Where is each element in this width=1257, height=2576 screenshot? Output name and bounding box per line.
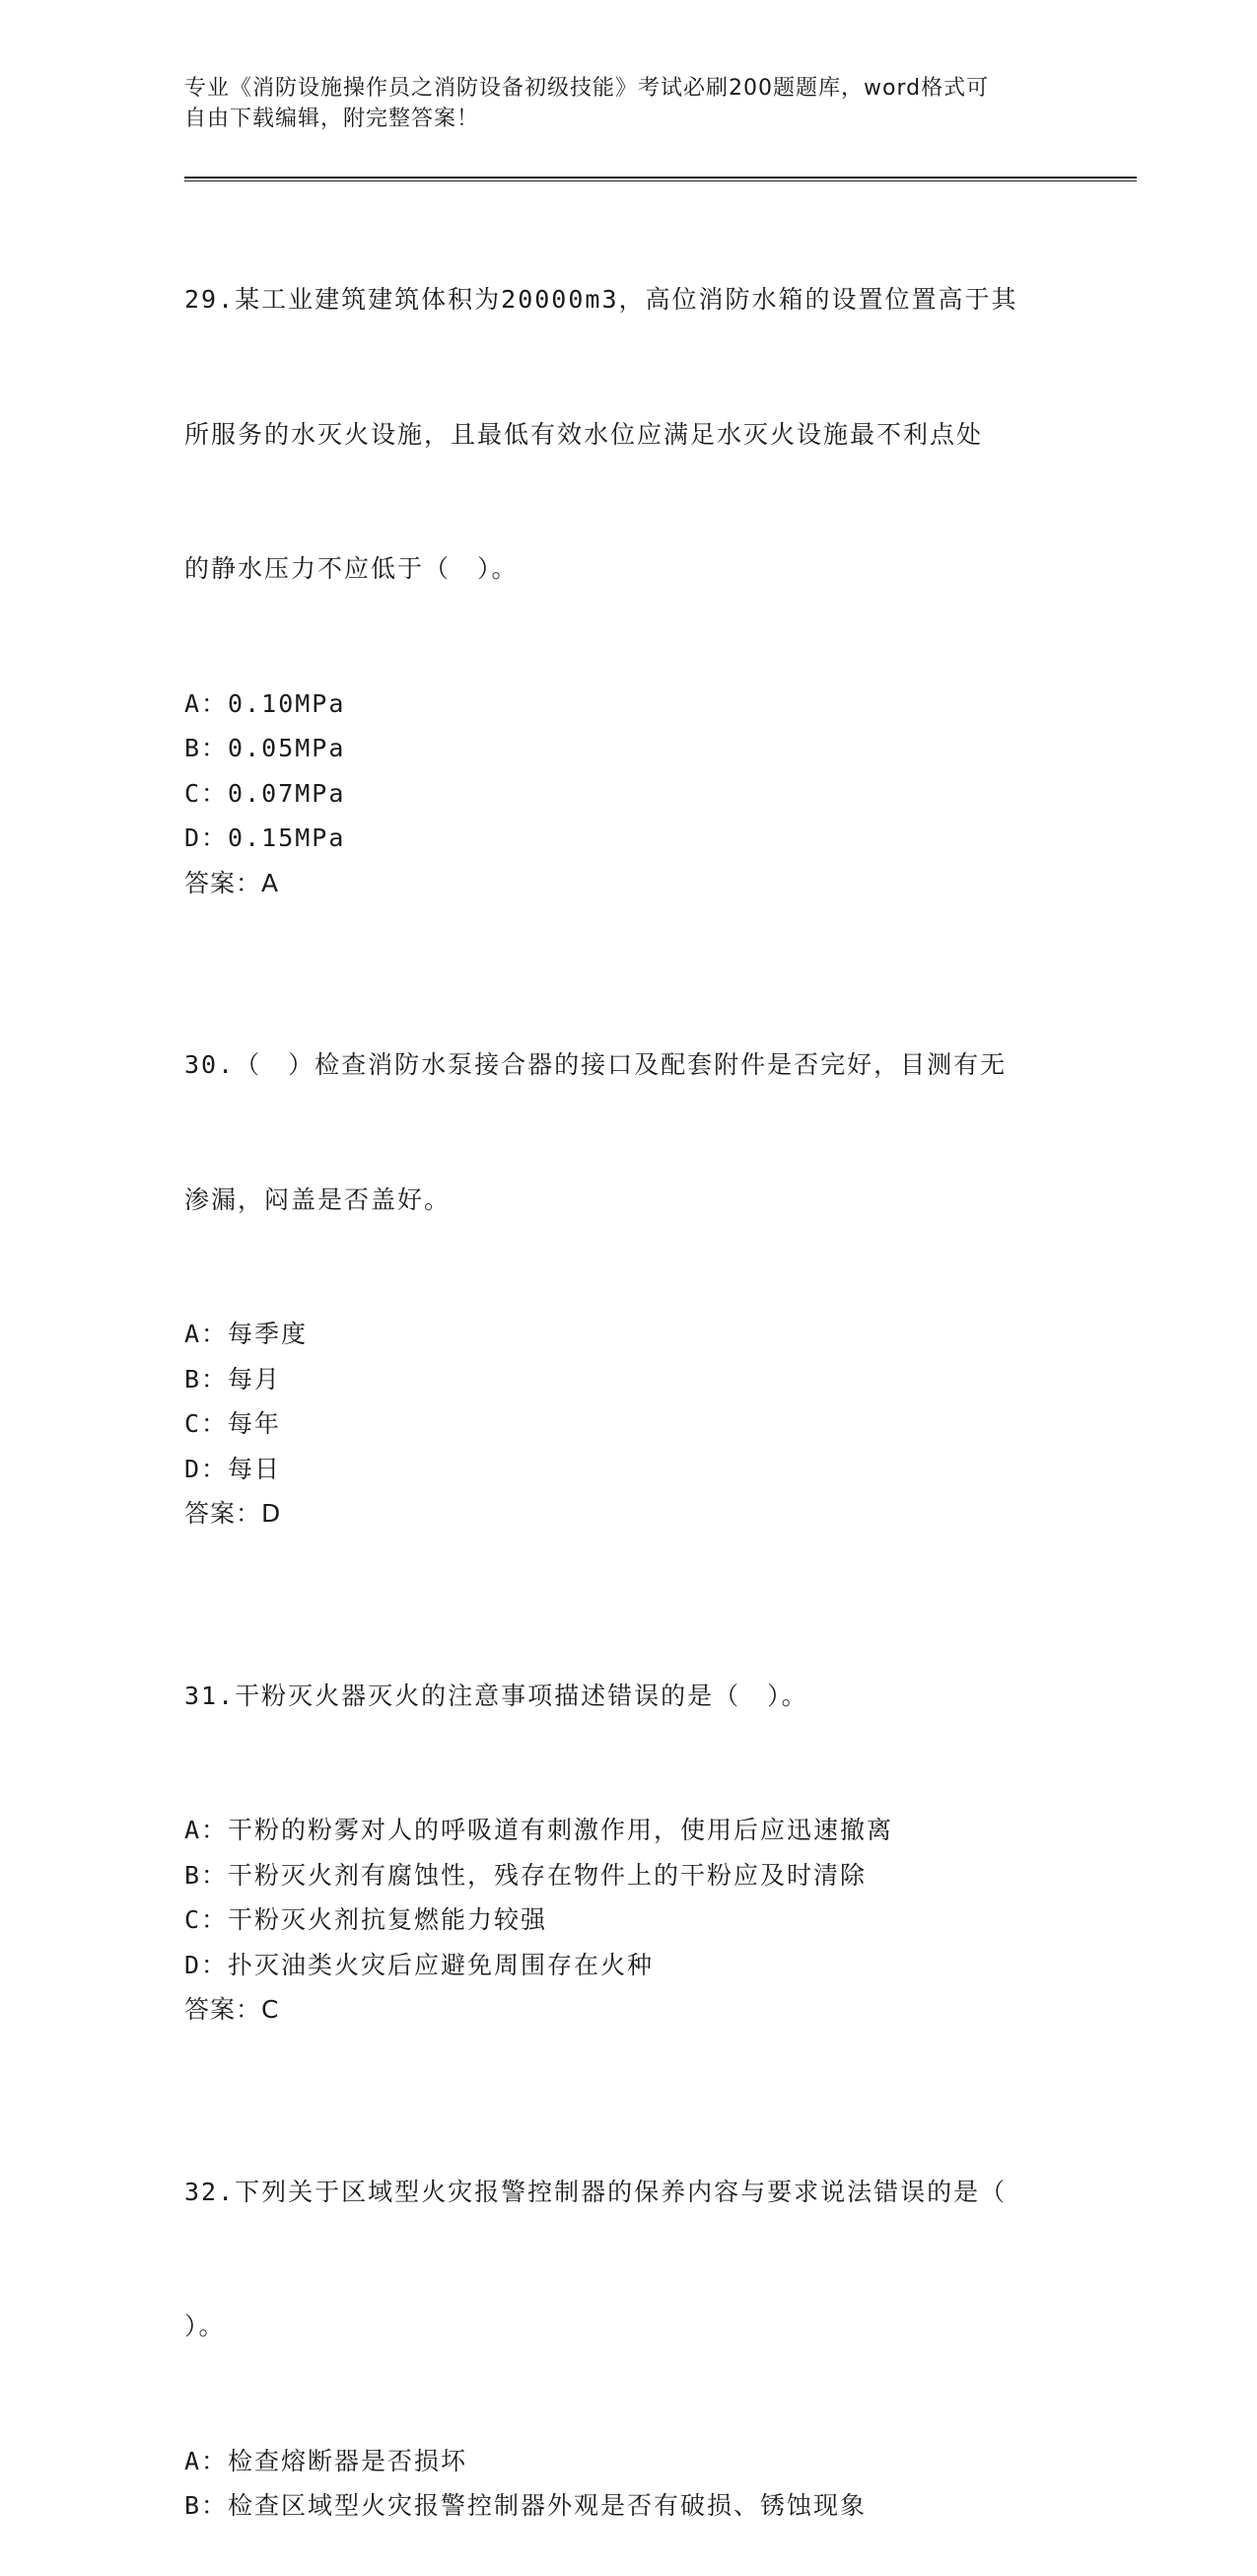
question-text-line: 渗漏，闷盖是否盖好。 — [184, 1184, 452, 1214]
option-d: D：0.15MPa — [184, 823, 346, 852]
question-text — [184, 1584, 1072, 1809]
option-b: B：干粉灭火剂有腐蚀性，残存在物件上的干粉应及时清除 — [184, 1860, 868, 1890]
question-text-line: 所服务的水灭火设施，且最低有效水位应满足水灭火设施最不利点处 — [184, 419, 984, 449]
option-d: D：每日 — [184, 1454, 282, 1483]
option-c: C：干粉灭火剂抗复燃能力较强 — [184, 1905, 548, 1934]
question-text-line: 32.下列关于区域型火灾报警控制器的保养内容与要求说法错误的是（ — [184, 2177, 1008, 2206]
question-text — [184, 2080, 1072, 2439]
option-d: D：扑灭油类火灾后应避免周围存在火种 — [184, 1950, 655, 1979]
option-a: A：检查熔断器是否损坏 — [184, 2446, 468, 2475]
option-c: C：0.07MPa — [184, 778, 346, 808]
option-b: B：0.05MPa — [184, 734, 346, 762]
answer-label: 答案：A — [184, 868, 280, 897]
question-31 — [184, 1584, 1072, 2033]
document-header — [184, 73, 1052, 134]
option-a: A：每季度 — [184, 1320, 309, 1348]
option-b: B：每月 — [184, 1364, 282, 1394]
header-line-2: 自由下载编辑，附完整答案！ — [184, 107, 480, 131]
divider-thin-line — [184, 180, 1137, 181]
header-divider — [184, 177, 1137, 182]
option-a: A：干粉的粉雾对人的呼吸道有刺激作用，使用后应迅速撤离 — [184, 1816, 894, 1844]
question-text-line: 29.某工业建筑建筑体积为20000m3，高位消防水箱的设置位置高于其 — [184, 285, 1018, 314]
question-30 — [184, 953, 1072, 1537]
question-text — [184, 953, 1072, 1312]
question-text-line: 31.干粉灭火器灭火的注意事项描述错误的是（ ）。 — [184, 1681, 808, 1710]
answer-label: 答案：C — [184, 1995, 280, 2024]
divider-thick-line — [184, 177, 1137, 179]
question-text-line: 的静水压力不应低于（ ）。 — [184, 554, 519, 583]
option-a: A：0.10MPa — [184, 688, 346, 718]
question-29 — [184, 187, 1072, 905]
question-text — [184, 187, 1072, 681]
option-c: C：每年 — [184, 1409, 282, 1438]
question-list — [184, 187, 1072, 2576]
answer-label: 答案：D — [184, 1499, 282, 1528]
question-text-line: ）。 — [184, 2312, 226, 2340]
question-32 — [184, 2080, 1072, 2529]
header-line-1: 专业《消防设施操作员之消防设备初级技能》考试必刷200题题库，word格式可 — [184, 76, 990, 101]
question-text-line: 30.（ ）检查消防水泵接合器的接口及配套附件是否完好，目测有无 — [184, 1050, 1008, 1079]
option-b: B：检查区域型火灾报警控制器外观是否有破损、锈蚀现象 — [184, 2491, 868, 2520]
